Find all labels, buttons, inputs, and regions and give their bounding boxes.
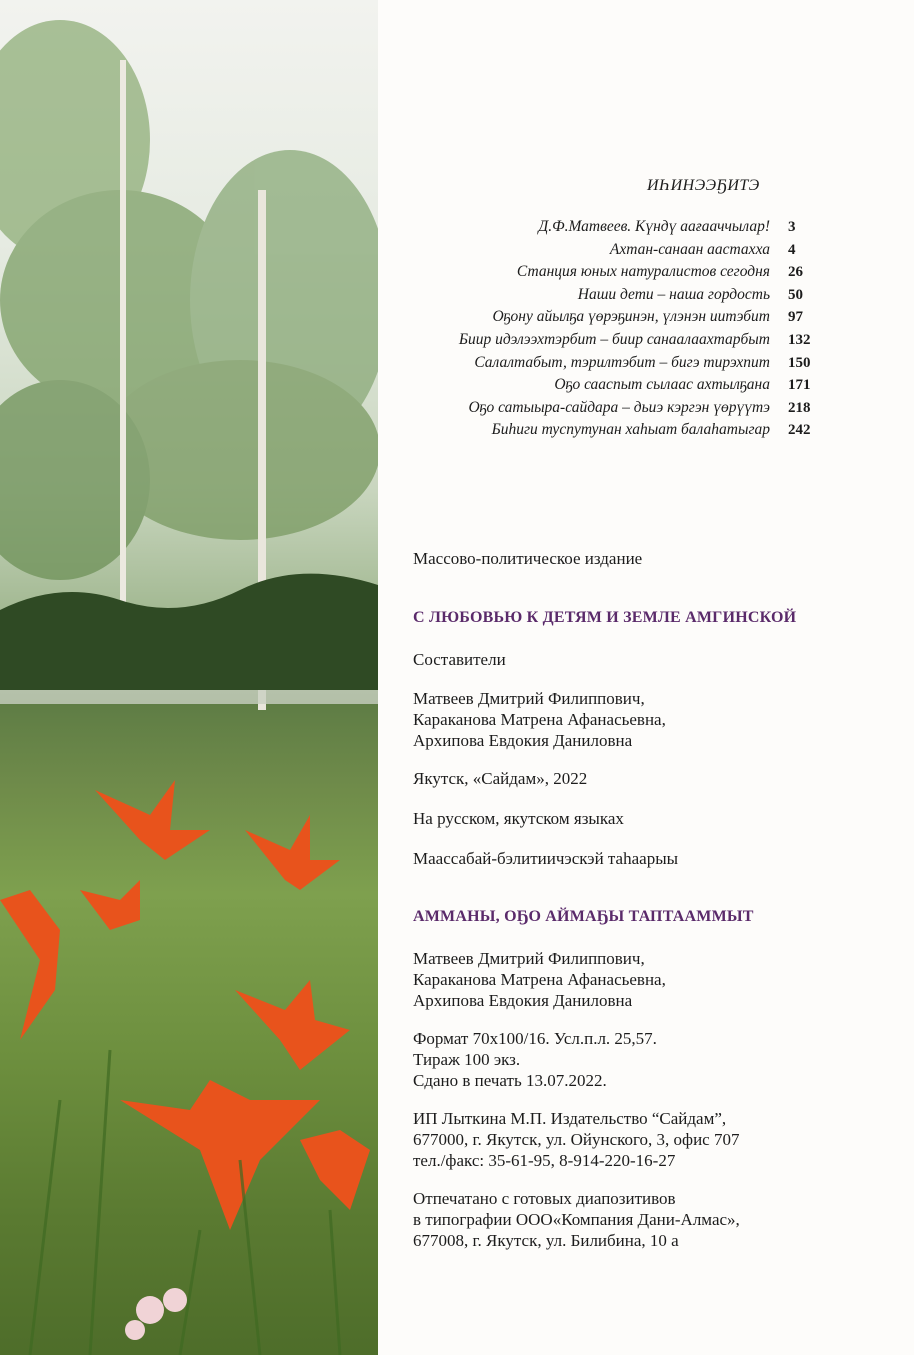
- compilers-list-ru: [413, 688, 893, 751]
- book-title-sah: АММАНЫ, ОҔО АЙМАҔЫ ТАПТААММЫТ: [413, 908, 754, 925]
- compiler-name: Караканова Матрена Афанасьевна,: [413, 970, 666, 989]
- toc-entry[interactable]: [380, 263, 830, 286]
- toc-entry[interactable]: [380, 241, 830, 264]
- publisher-info: [413, 1108, 893, 1171]
- print-spec-line: Тираж 100 экз.: [413, 1050, 521, 1069]
- toc-entry-label: Д.Ф.Матвеев. Күндү аағааччылар!: [538, 218, 770, 235]
- toc-entry-page: 242: [788, 422, 811, 439]
- compiler-name: Матвеев Дмитрий Филиппович,: [413, 689, 645, 708]
- toc-entry-page: 50: [788, 286, 803, 303]
- toc-entry-label: Оҕо сааспыт сылаас ахтылҕана: [554, 376, 770, 394]
- printer-info: [413, 1188, 893, 1251]
- compiler-name: Караканова Матрена Афанасьевна,: [413, 710, 666, 729]
- toc-entry-label: Оҕону айылҕа үөрэҕинэн, үлэнэн иитэбит: [492, 308, 770, 326]
- publisher-info-line: ИП Лыткина М.П. Издательство “Сайдам”,: [413, 1109, 727, 1128]
- toc-entry[interactable]: [380, 354, 830, 377]
- languages-line: На русском, якутском языках: [413, 809, 624, 828]
- compiler-name: Матвеев Дмитрий Филиппович,: [413, 949, 645, 968]
- meadow-illustration: [0, 0, 378, 1355]
- toc-entry[interactable]: [380, 399, 830, 422]
- compiler-name: Архипова Евдокия Даниловна: [413, 991, 633, 1010]
- toc-entry-page: 97: [788, 309, 803, 326]
- toc-entry-page: 132: [788, 331, 811, 348]
- toc-entry-label: Наши дети – наша гордость: [577, 285, 770, 303]
- toc-entry-page: 26: [788, 264, 803, 281]
- toc-entry-page: 218: [788, 399, 811, 416]
- meadow-photo: [0, 0, 378, 1355]
- toc-entry[interactable]: [380, 308, 830, 331]
- toc-entry-label: Ахтан-санаан аастахха: [609, 240, 770, 258]
- toc-entry[interactable]: [380, 218, 830, 241]
- printer-info-line: 677008, г. Якутск, ул. Билибина, 10 а: [413, 1231, 679, 1250]
- print-spec-line: Формат 70х100/16. Усл.п.л. 25,57.: [413, 1029, 657, 1048]
- toc-entry-page: 3: [788, 219, 796, 235]
- edition-type: Массово-политическое издание: [413, 549, 643, 568]
- printer-info-line: в типографии ООО«Компания Дани-Алмас»,: [413, 1210, 740, 1229]
- toc-entry-label: Биһиги туспутунан хаһыат балаһатыгар: [491, 421, 770, 439]
- toc-entry[interactable]: [380, 421, 830, 444]
- compilers-list-sah: [413, 948, 893, 1011]
- publisher-info-line: тел./факс: 35-61-95, 8-914-220-16-27: [413, 1151, 676, 1170]
- print-specs: [413, 1028, 893, 1091]
- toc-entry-label: Салалтабыт, тэрилтэбит – бигэ тирэхпит: [474, 353, 770, 371]
- toc-entry-page: 150: [788, 354, 811, 371]
- birch-trunk: [120, 60, 126, 620]
- publisher-line: Якутск, «Сайдам», 2022: [413, 769, 588, 788]
- toc-entry-page: 171: [788, 377, 811, 394]
- edition-type-sah: Маассабай-бэлитиичэскэй таһаарыы: [413, 849, 679, 868]
- toc-entry-label: Станция юных натуралистов сегодня: [516, 263, 770, 281]
- toc-entry[interactable]: [380, 331, 830, 354]
- toc-entry-label: Оҕо сатыыра-сайдара – дьиэ кэргэн үөрүүтэ: [468, 398, 770, 416]
- printer-info-line: Отпечатано с готовых диапозитивов: [413, 1189, 676, 1208]
- toc-entry-page: 4: [788, 241, 796, 258]
- table-of-contents: [380, 218, 830, 444]
- book-title-ru: С ЛЮБОВЬЮ К ДЕТЯМ И ЗЕМЛЕ АМГИНСКОЙ: [413, 609, 797, 626]
- toc-title: ИҺИНЭЭҔИТЭ: [647, 177, 760, 194]
- toc-entry[interactable]: [380, 286, 830, 309]
- toc-entry[interactable]: [380, 376, 830, 399]
- publisher-info-line: 677000, г. Якутск, ул. Ойунского, 3, офис 707: [413, 1130, 740, 1149]
- print-spec-line: Сдано в печать 13.07.2022.: [413, 1071, 607, 1090]
- compiler-name: Архипова Евдокия Даниловна: [413, 731, 633, 750]
- compilers-label: Составители: [413, 650, 506, 669]
- toc-entry-label: Биир идэлээхтэрбит – биир санаалаахтарбыт: [458, 330, 770, 348]
